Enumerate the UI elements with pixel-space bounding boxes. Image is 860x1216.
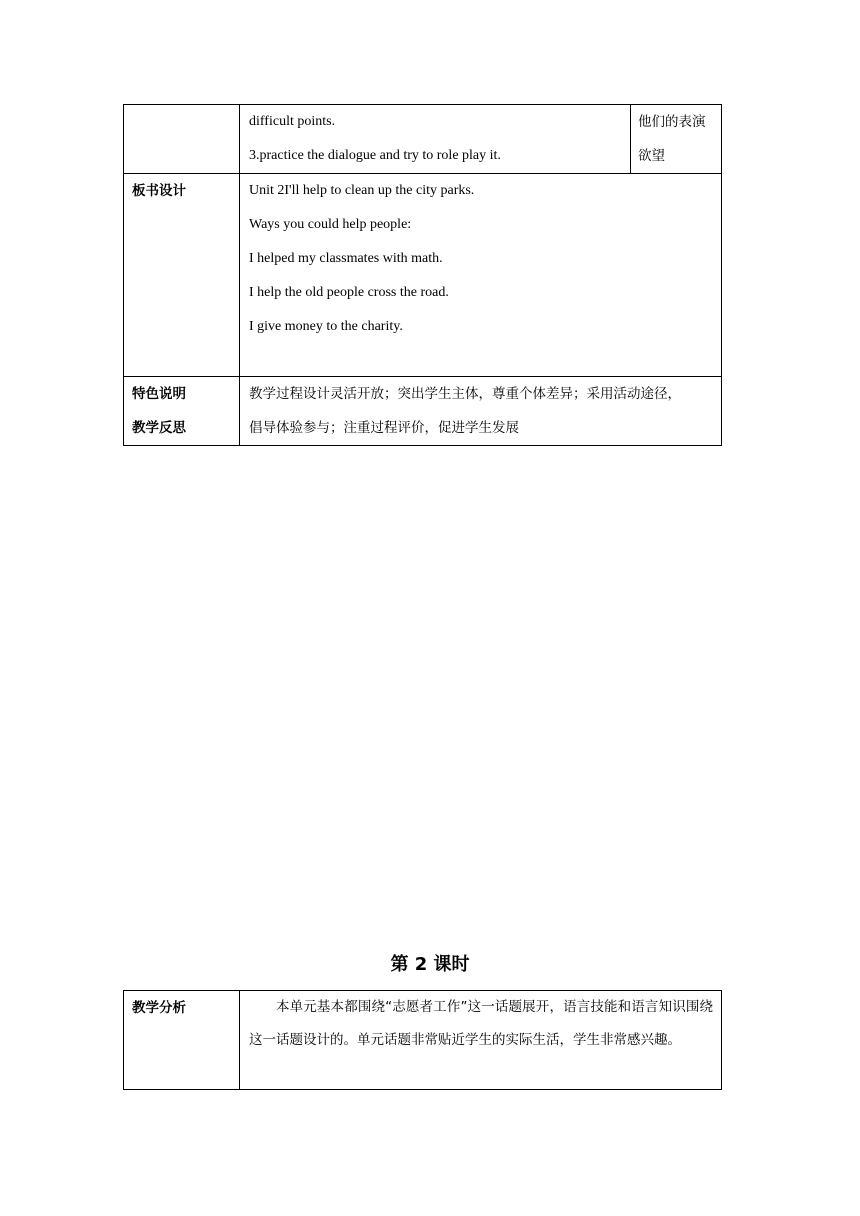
- reflection-line: 倡导体验参与；注重过程评价，促进学生发展: [249, 420, 519, 436]
- table-row: [124, 991, 722, 1090]
- table-row: [124, 377, 722, 446]
- blackboard-design-cell: [240, 174, 722, 377]
- row-label-blackboard-design: 板书设计: [132, 183, 186, 199]
- reflection-cell: [240, 377, 722, 446]
- row-label-reflection: 教学反思: [132, 420, 186, 436]
- table-row: [124, 174, 722, 377]
- lesson-analysis-table: [123, 990, 722, 1090]
- teaching-analysis-text: 本单元基本都围绕“志愿者工作”这一话题展开，语言技能和语言知识围绕这一话题设计的。单元话题非常贴近学生的实际生活，学生非常感兴趣。: [249, 999, 713, 1048]
- blackboard-line: Ways you could help people:: [249, 217, 412, 232]
- purpose-line: 欲望: [638, 148, 665, 164]
- blackboard-line: Unit 2I'll help to clean up the city parks.: [249, 183, 475, 198]
- procedure-line: 3.practice the dialogue and try to role play it.: [249, 148, 501, 163]
- lesson-plan-table-continued: [123, 104, 722, 446]
- row-label-teaching-analysis: 教学分析: [132, 1000, 186, 1016]
- row-label-cell: [124, 105, 240, 174]
- row-label-cell: [124, 174, 240, 377]
- reflection-line: 教学过程设计灵活开放；突出学生主体，尊重个体差异；采用活动途径，: [249, 386, 681, 402]
- teaching-analysis-cell: [240, 991, 722, 1090]
- blackboard-line: I give money to the charity.: [249, 319, 403, 334]
- blackboard-line: I helped my classmates with math.: [249, 251, 443, 266]
- row-label-cell: [124, 991, 240, 1090]
- row-label-cell: [124, 377, 240, 446]
- purpose-cell: [631, 105, 722, 174]
- procedure-cell: [240, 105, 631, 174]
- table-row: [124, 105, 722, 174]
- row-label-features: 特色说明: [132, 386, 186, 402]
- blackboard-line: I help the old people cross the road.: [249, 285, 449, 300]
- purpose-line: 他们的表演: [638, 114, 706, 130]
- lesson-heading: 第 2 课时: [390, 954, 470, 975]
- procedure-line: difficult points.: [249, 114, 336, 129]
